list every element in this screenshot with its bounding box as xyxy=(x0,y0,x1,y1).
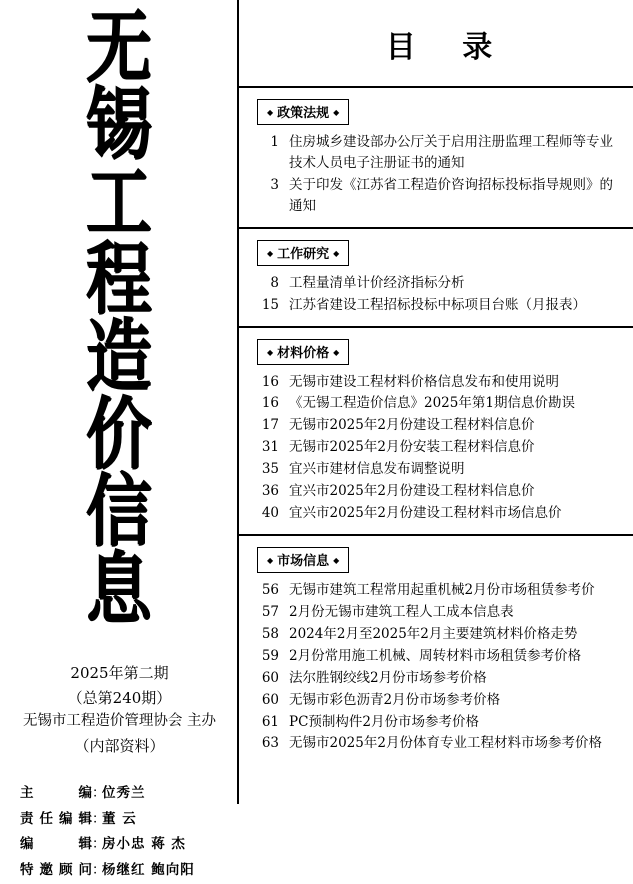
masthead-char-8: 息 xyxy=(85,542,154,635)
entry-title: 无锡市建筑工程常用起重机械2月份市场租赁参考价 xyxy=(289,581,595,598)
toc-entry[interactable] xyxy=(249,175,627,217)
issue-internal-note: （内部资料） xyxy=(74,737,165,756)
masthead-char-4: 程 xyxy=(85,232,154,325)
issue-date: 2025年第二期 xyxy=(70,663,169,682)
entry-page: 63 xyxy=(261,735,279,752)
staff-separator: ： xyxy=(92,836,106,853)
entry-page: 35 xyxy=(261,461,279,478)
entry-title: 无锡市2025年2月份安装工程材料信息价 xyxy=(289,439,535,456)
entry-page: 15 xyxy=(261,296,279,313)
staff-name: 董 云 xyxy=(102,810,137,827)
entry-title: 2024年2月至2025年2月主要建筑材料价格走势 xyxy=(289,625,578,642)
entry-page: 61 xyxy=(261,713,279,730)
toc-entry[interactable] xyxy=(249,602,627,623)
toc-entry[interactable] xyxy=(249,712,627,733)
entry-title: 住房城乡建设部办公厅关于启用注册监理工程师等专业技术人员电子注册证书的通知 xyxy=(289,134,613,171)
staff-name: 杨继红 鲍向阳 xyxy=(102,861,195,878)
cover-left-panel xyxy=(0,0,237,878)
staff-separator: ： xyxy=(92,785,106,802)
entry-page: 58 xyxy=(261,625,279,642)
toc-entry[interactable] xyxy=(249,295,627,316)
staff-name: 房小忠 蒋 杰 xyxy=(102,836,186,853)
toc-entry[interactable] xyxy=(249,393,627,414)
masthead-char-1: 无 xyxy=(85,0,154,93)
entry-page: 17 xyxy=(261,417,279,434)
entry-page: 60 xyxy=(261,669,279,686)
masthead-char-7: 信 xyxy=(85,464,154,557)
staff-role: 编辑 xyxy=(20,836,92,853)
toc-entry[interactable] xyxy=(249,503,627,524)
table-of-contents-panel xyxy=(237,0,633,804)
entry-page: 3 xyxy=(270,176,279,193)
toc-entry[interactable] xyxy=(249,437,627,458)
entry-title: 2月份常用施工机械、周转材料市场租赁参考价格 xyxy=(289,647,582,664)
entry-page: 59 xyxy=(261,647,279,664)
toc-section-material-prices xyxy=(239,328,633,536)
staff-list xyxy=(10,781,229,884)
section-heading: ◆ 市场信息 ◆ xyxy=(257,547,349,573)
entry-title: 2月份无锡市建筑工程人工成本信息表 xyxy=(289,603,514,620)
section-heading: ◆ 政策法规 ◆ xyxy=(257,99,349,125)
toc-entry[interactable] xyxy=(249,624,627,645)
masthead-char-3: 工 xyxy=(85,155,154,248)
toc-entry[interactable] xyxy=(249,415,627,436)
issue-info xyxy=(10,661,229,759)
entry-title: 无锡市彩色沥青2月份市场参考价格 xyxy=(289,691,501,708)
masthead-char-5: 造 xyxy=(85,309,154,403)
entry-title: 法尔胜钢绞线2月份市场参考价格 xyxy=(289,669,487,686)
issue-organizer: 无锡市工程造价管理协会 主办 xyxy=(22,713,217,730)
toc-entry[interactable] xyxy=(249,646,627,667)
staff-row xyxy=(20,858,229,884)
entry-title: 《无锡工程造价信息》2025年第1期信息价勘误 xyxy=(289,395,575,412)
entry-page: 40 xyxy=(261,505,279,522)
entry-page: 57 xyxy=(261,603,279,620)
toc-section-research xyxy=(239,229,633,328)
entry-title: 宜兴市2025年2月份建设工程材料信息价 xyxy=(289,483,535,500)
toc-entry[interactable] xyxy=(249,668,627,689)
staff-role: 主编 xyxy=(20,785,92,802)
staff-role: 特邀顾问 xyxy=(20,861,92,878)
entry-title: 无锡市2025年2月份体育专业工程材料市场参考价格 xyxy=(289,735,602,752)
masthead-char-6: 价 xyxy=(85,387,154,480)
toc-title: 目 录 xyxy=(239,0,633,88)
toc-entry[interactable] xyxy=(249,372,627,393)
issue-number: （总第240期） xyxy=(67,688,172,707)
entry-page: 36 xyxy=(261,483,279,500)
toc-entry[interactable] xyxy=(249,481,627,502)
staff-row xyxy=(20,807,229,833)
entry-title: 关于印发《江苏省工程造价咨询招标投标指导规则》的通知 xyxy=(289,176,613,214)
staff-row xyxy=(20,781,229,807)
entry-page: 31 xyxy=(261,439,279,456)
toc-entry[interactable] xyxy=(249,273,627,294)
entry-page: 60 xyxy=(261,691,279,708)
entry-title: 无锡市建设工程材料价格信息发布和使用说明 xyxy=(289,373,559,390)
entry-page: 16 xyxy=(261,373,279,390)
entry-title: 工程量清单计价经济指标分析 xyxy=(289,274,465,291)
entry-page: 1 xyxy=(270,134,279,150)
staff-separator: ： xyxy=(92,861,106,878)
staff-name: 位秀兰 xyxy=(102,785,146,802)
section-heading: ◆ 工作研究 ◆ xyxy=(257,240,349,266)
staff-row xyxy=(20,832,229,858)
entry-title: 宜兴市建材信息发布调整说明 xyxy=(289,461,465,478)
entry-title: PC预制构件2月份市场参考价格 xyxy=(289,713,480,730)
toc-entry[interactable] xyxy=(249,690,627,711)
section-heading: ◆ 材料价格 ◆ xyxy=(257,339,349,365)
toc-entry[interactable] xyxy=(249,459,627,480)
entry-title: 宜兴市2025年2月份建设工程材料市场信息价 xyxy=(289,505,562,522)
entry-page: 56 xyxy=(261,581,279,598)
masthead-char-2: 锡 xyxy=(85,77,154,170)
staff-role: 责任编辑 xyxy=(20,810,92,827)
entry-page: 16 xyxy=(261,395,279,412)
toc-entry[interactable] xyxy=(249,132,627,174)
toc-section-policy xyxy=(239,88,633,229)
entry-title: 无锡市2025年2月份建设工程材料信息价 xyxy=(289,417,535,434)
toc-entry[interactable] xyxy=(249,580,627,601)
toc-entry[interactable] xyxy=(249,733,627,754)
toc-section-market-info xyxy=(239,536,633,764)
magazine-masthead xyxy=(10,0,229,635)
entry-title: 江苏省建设工程招标投标中标项目台账（月报表） xyxy=(289,296,586,313)
staff-separator: ： xyxy=(92,810,106,827)
entry-page: 8 xyxy=(270,274,279,291)
